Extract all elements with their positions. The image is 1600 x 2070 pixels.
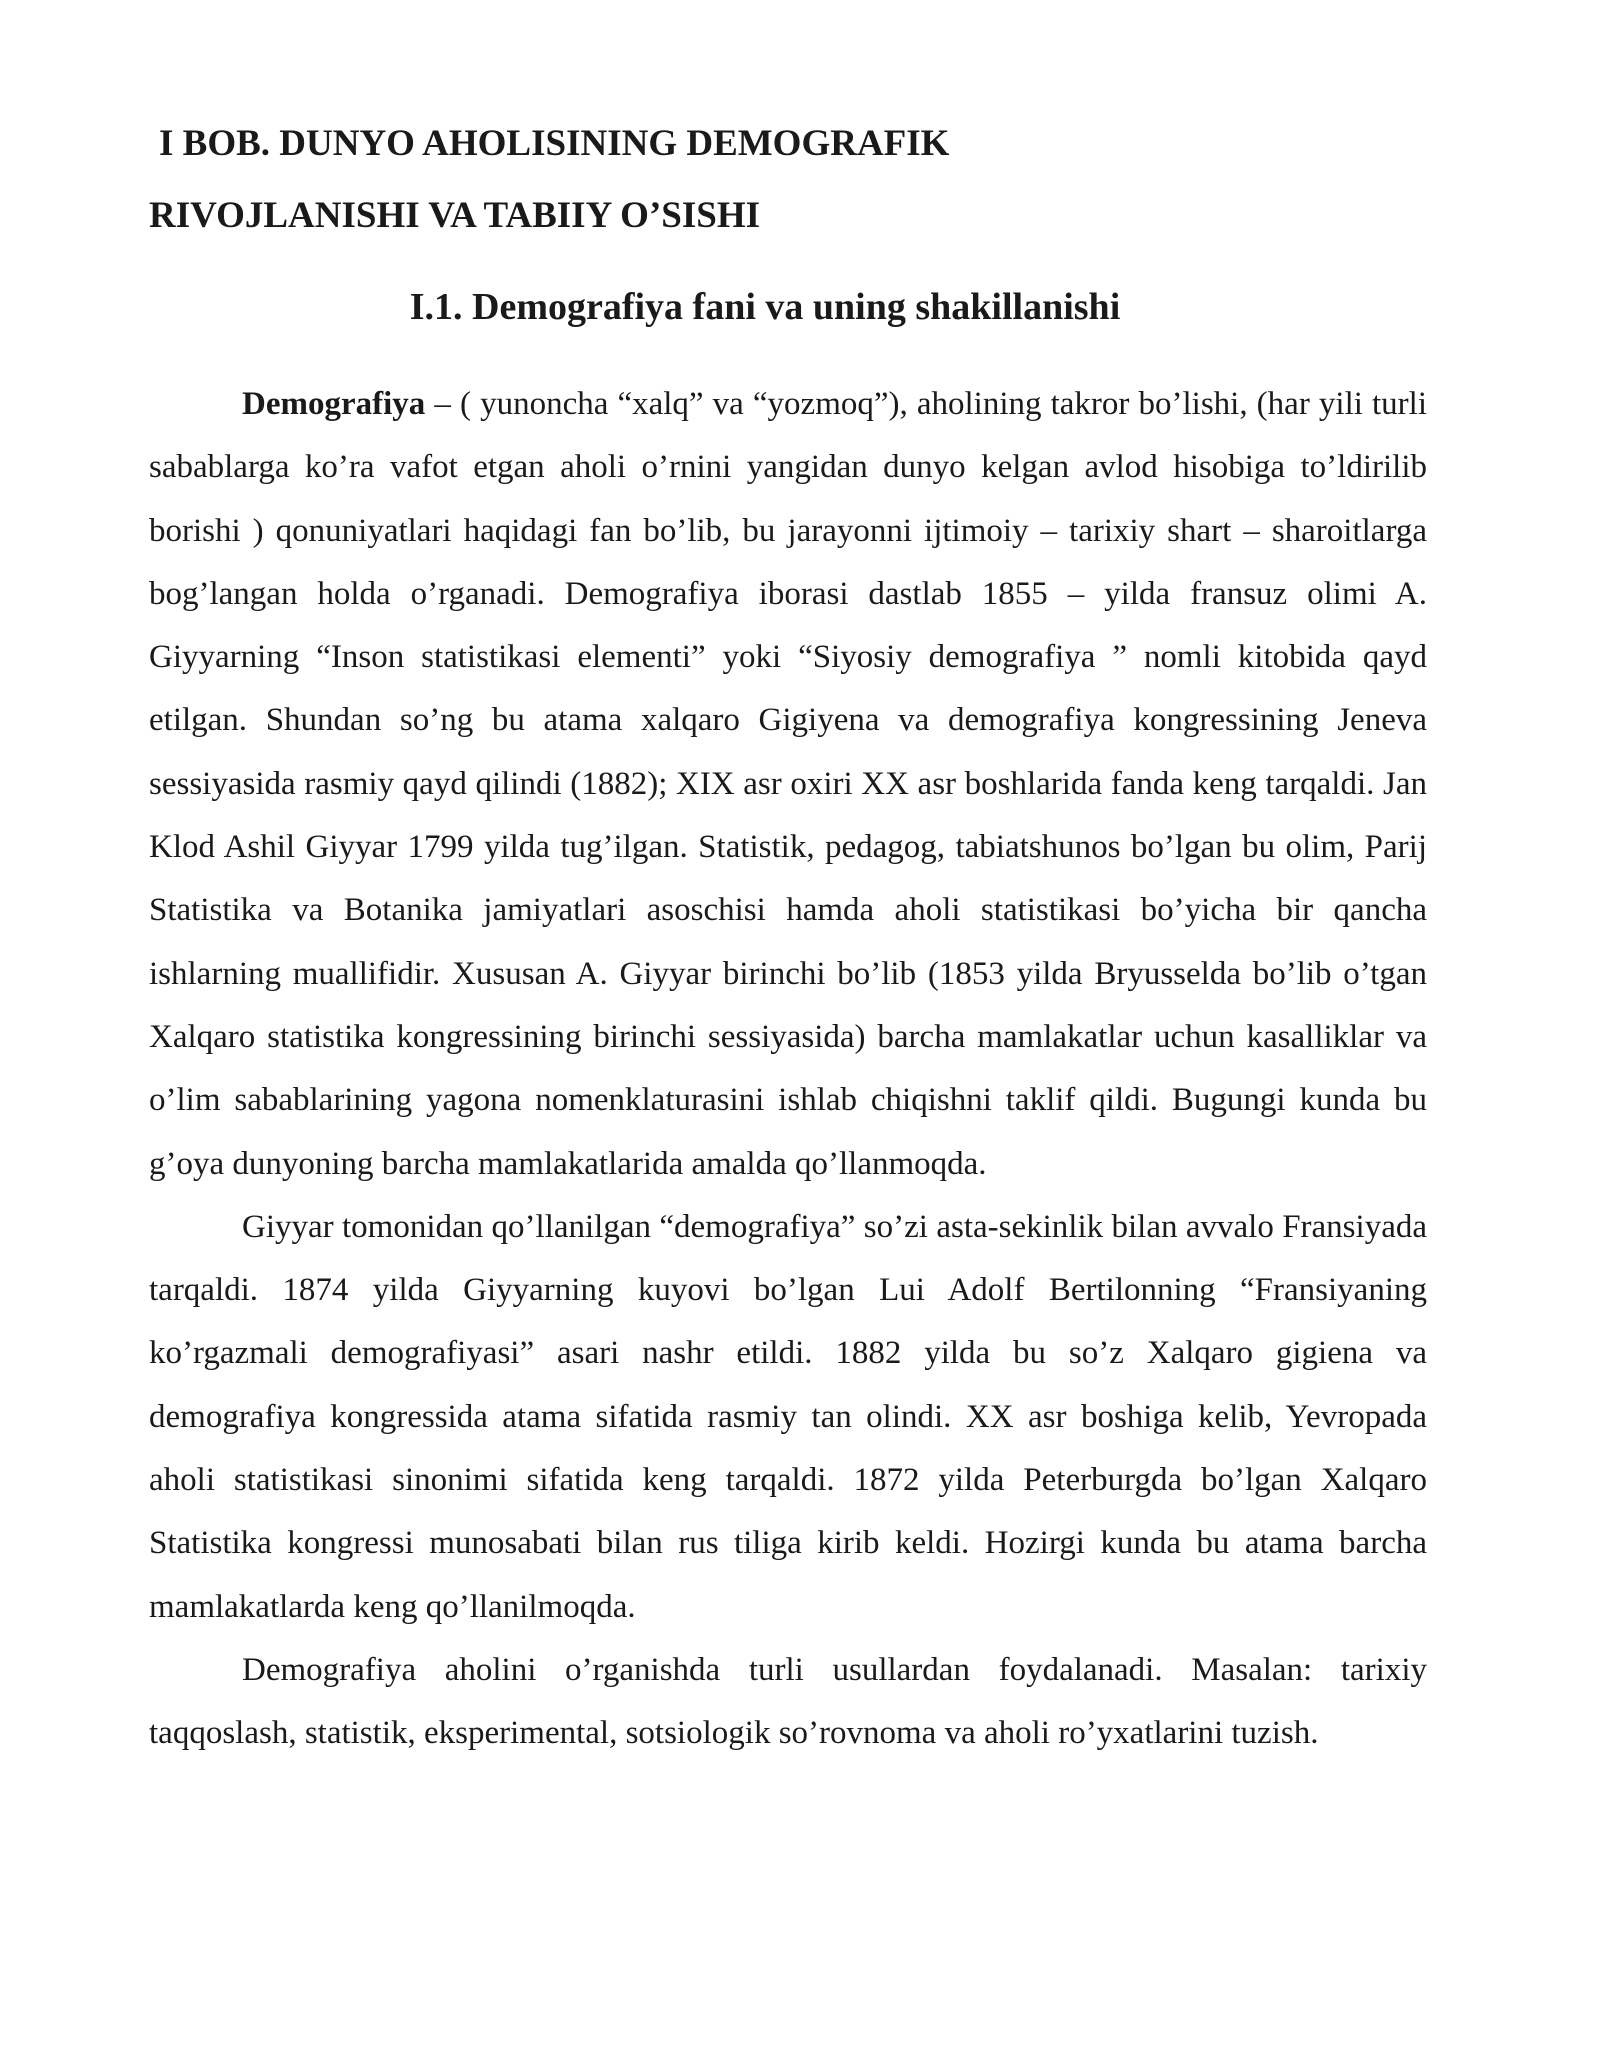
defined-term: Demografiya xyxy=(242,386,426,422)
chapter-title-line-1: I BOB. DUNYO AHOLISINING DEMOGRAFIK xyxy=(159,123,950,164)
definition-text: – ( yunoncha “xalq” va “yozmoq”), aholining takror bo’lishi, (har yili turli sabablarga ko’ra vafot etgan aholi o’rnini yangidan dunyo kelgan avlod hisobiga to’ldirilib borishi ) qonuniyatlari haqidagi fan bo’lib, bu jarayonni ijtimoiy – tarixiy shart – sharoitlarga bog’langan holda o’rganadi. Demografiya iborasi dastlab 1855 – yilda fransuz olimi A. Giyyarning “Inson statistikasi elementi” yoki “Siyosiy demografiya ” nomli kitobida qayd etilgan. Shundan so’ng bu atama xalqaro Gigiyena va demografiya kongressining Jeneva sessiyasida rasmiy qayd qilindi (1882); XIX asr oxiri XX asr boshlarida fanda keng tarqaldi. Jan Klod Ashil Giyyar 1799 yilda tug’ilgan. Statistik, pedagog, tabiatshunos bo’lgan bu olim, Parij Statistika va Botanika jamiyatlari asoschisi hamda aholi statistikasi bo’yicha bir qancha ishlarning muallifidir. Xususan A. Giyyar birinchi bo’lib (1853 yilda Bryusselda bo’lib o’tgan Xalqaro statistika kongressining birinchi sessiyasida) barcha mamlakatlar uchun kasalliklar va o’lim sabablarining yagona nomenklaturasini ishlab chiqishni taklif qildi. Bugungi kunda bu g’oya dunyoning barcha mamlakatlarida amalda qo’llanmoqda. xyxy=(149,386,1427,1182)
paragraph-methods: Demografiya aholini o’rganishda turli usullardan foydalanadi. Masalan: tarixiy taqqoslash, statistik, eksperimental, sotsiologik so’rovnoma va aholi ro’yxatlarini tuzish. xyxy=(149,1651,1427,1752)
paragraph-history: Giyyar tomonidan qo’llanilgan “demografiya” so’zi asta-sekinlik bilan avvalo Fransiyada tarqaldi. 1874 yilda Giyyarning kuyovi bo’lgan Lui Adolf Bertilonning “Fransiyaning ko’rgazmali demografiyasi” asari nashr etildi. 1882 yilda bu so’z Xalqaro gigiena va demografiya kongressida atama sifatida rasmiy tan olindi. XX asr boshiga kelib, Yevropada aholi statistikasi sinonimi sifatida keng tarqaldi. 1872 yilda Peterburgda bo’lgan Xalqaro Statistika kongressi munosabati bilan rus tiliga kirib keldi. Hozirgi kunda bu atama barcha mamlakatlarda keng qo’llanilmoqda. xyxy=(149,1208,1427,1625)
paragraph-definition xyxy=(149,373,1427,1196)
body-text xyxy=(149,373,1427,1766)
section-title: I.1. Demografiya fani va uning shakillanishi xyxy=(409,286,1121,328)
chapter-title xyxy=(149,108,1449,252)
chapter-title-line-2: RIVOJLANISHI VA TABIIY O’SISHI xyxy=(149,195,761,236)
